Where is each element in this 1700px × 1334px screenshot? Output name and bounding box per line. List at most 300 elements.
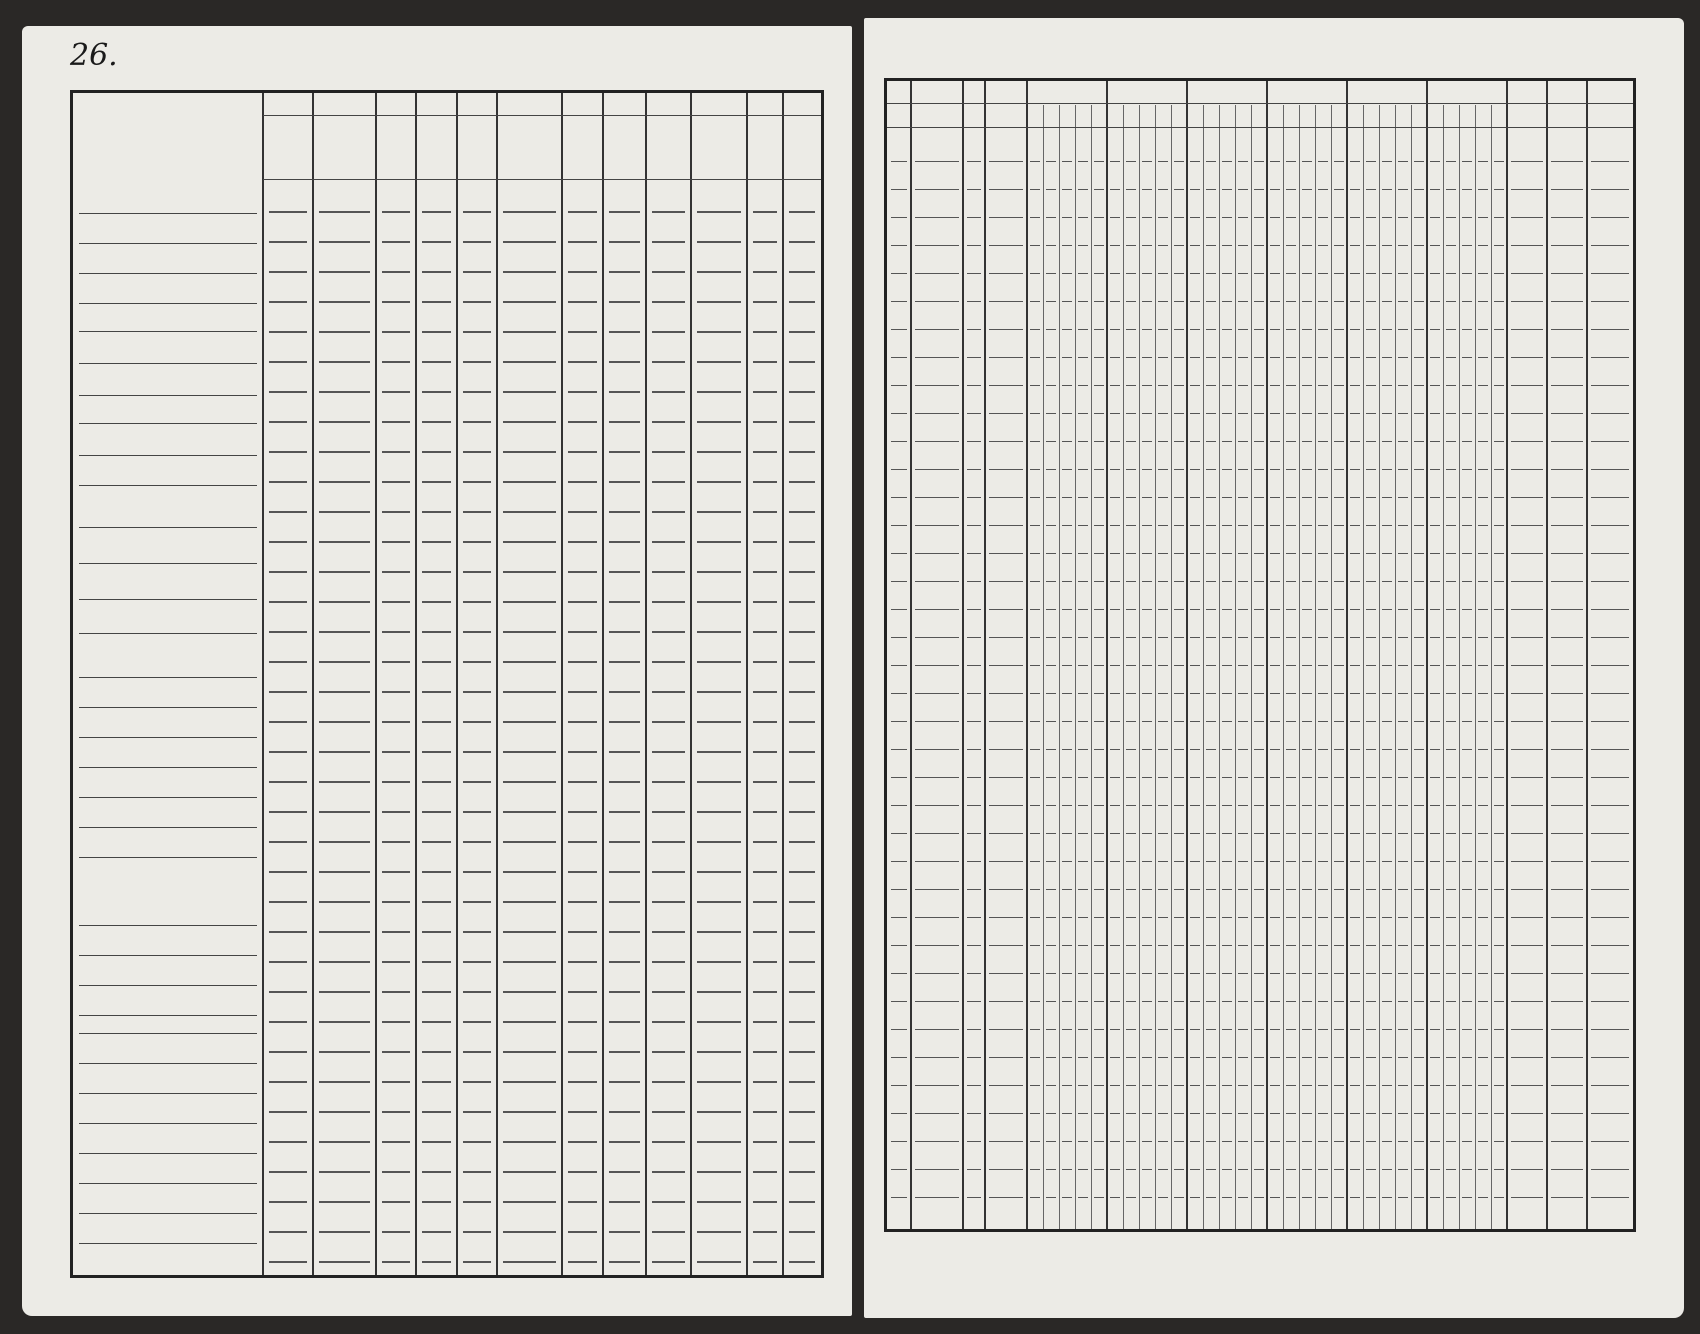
cell-dash: [1302, 805, 1312, 806]
cell-dash: [891, 273, 907, 274]
cell-dash: [915, 1197, 959, 1198]
cell-dash: [1238, 749, 1248, 750]
cell-dash: [1334, 1001, 1344, 1002]
cell-dash: [1062, 525, 1072, 526]
cell-dash: [1334, 805, 1344, 806]
cell-dash: [1142, 805, 1152, 806]
cell-dash: [1078, 441, 1088, 442]
cell-dash: [609, 1231, 640, 1233]
cell-dash: [967, 497, 981, 498]
cell-dash: [1270, 1169, 1280, 1170]
cell-dash: [1446, 385, 1456, 386]
cell-dash: [753, 841, 777, 843]
cell-dash: [697, 1051, 741, 1053]
cell-dash: [1591, 609, 1629, 610]
cell-dash: [989, 497, 1023, 498]
cell-dash: [1078, 1001, 1088, 1002]
cell-dash: [1270, 805, 1280, 806]
cell-dash: [697, 1171, 741, 1173]
cell-dash: [422, 481, 451, 483]
cell-dash: [915, 693, 959, 694]
cell-dash: [1302, 749, 1312, 750]
cell-dash: [269, 631, 307, 633]
cell-dash: [1430, 525, 1440, 526]
cell-dash: [1511, 357, 1543, 358]
cell-dash: [1430, 1085, 1440, 1086]
cell-dash: [1382, 441, 1392, 442]
cell-dash: [1511, 553, 1543, 554]
cell-dash: [789, 961, 815, 963]
cell-dash: [609, 481, 640, 483]
cell-dash: [1302, 217, 1312, 218]
cell-dash: [789, 481, 815, 483]
cell-dash: [652, 361, 685, 363]
cell-dash: [1414, 721, 1424, 722]
cell-dash: [1551, 413, 1583, 414]
cell-dash: [789, 391, 815, 393]
cell-dash: [319, 601, 370, 603]
cell-dash: [568, 211, 597, 213]
cell-dash: [697, 1081, 741, 1083]
cell-dash: [382, 751, 410, 753]
cell-dash: [1430, 497, 1440, 498]
cell-dash: [1478, 693, 1488, 694]
cell-dash: [1238, 161, 1248, 162]
cell-dash: [1030, 889, 1040, 890]
cell-dash: [382, 1201, 410, 1203]
cell-dash: [1190, 721, 1200, 722]
cell-dash: [967, 693, 981, 694]
cell-dash: [753, 361, 777, 363]
cell-dash: [1078, 861, 1088, 862]
year-subcolumn: [1379, 105, 1380, 1229]
cell-dash: [609, 451, 640, 453]
cell-dash: [1446, 273, 1456, 274]
cell-dash: [1334, 777, 1344, 778]
cell-dash: [1190, 1113, 1200, 1114]
cell-dash: [1591, 189, 1629, 190]
cell-dash: [891, 777, 907, 778]
cell-dash: [1126, 553, 1136, 554]
cell-dash: [568, 301, 597, 303]
cell-dash: [891, 833, 907, 834]
cell-dash: [1110, 217, 1120, 218]
cell-dash: [1591, 833, 1629, 834]
cell-dash: [1158, 917, 1168, 918]
cell-dash: [891, 469, 907, 470]
cell-dash: [1462, 1057, 1472, 1058]
cell-dash: [652, 1201, 685, 1203]
cell-dash: [697, 331, 741, 333]
cell-dash: [1430, 1113, 1440, 1114]
cell-dash: [1446, 1197, 1456, 1198]
cell-dash: [1174, 777, 1184, 778]
cell-dash: [1110, 581, 1120, 582]
cell-dash: [319, 1081, 370, 1083]
cell-dash: [1334, 273, 1344, 274]
cell-dash: [989, 189, 1023, 190]
entry-underline: [79, 213, 257, 214]
cell-dash: [269, 391, 307, 393]
cell-dash: [1270, 273, 1280, 274]
cell-dash: [1094, 553, 1104, 554]
cell-dash: [1350, 161, 1360, 162]
cell-dash: [1206, 1113, 1216, 1114]
cell-dash: [1206, 945, 1216, 946]
cell-dash: [1494, 525, 1504, 526]
cell-dash: [1446, 721, 1456, 722]
cell-dash: [1334, 217, 1344, 218]
cell-dash: [1046, 917, 1056, 918]
cell-dash: [967, 721, 981, 722]
cell-dash: [1126, 329, 1136, 330]
cell-dash: [1494, 693, 1504, 694]
cell-dash: [891, 1029, 907, 1030]
cell-dash: [609, 601, 640, 603]
cell-dash: [463, 361, 491, 363]
cell-dash: [1382, 861, 1392, 862]
cell-dash: [1551, 665, 1583, 666]
cell-dash: [1366, 553, 1376, 554]
cell-dash: [1270, 413, 1280, 414]
cell-dash: [1478, 329, 1488, 330]
cell-dash: [967, 301, 981, 302]
cell-dash: [1142, 413, 1152, 414]
cell-dash: [463, 871, 491, 873]
cell-dash: [1270, 301, 1280, 302]
cell-dash: [1142, 385, 1152, 386]
cell-dash: [1366, 301, 1376, 302]
cell-dash: [1254, 693, 1264, 694]
cell-dash: [1158, 609, 1168, 610]
cell-dash: [609, 811, 640, 813]
cell-dash: [1318, 637, 1328, 638]
cell-dash: [915, 1029, 959, 1030]
cell-dash: [1398, 385, 1408, 386]
cell-dash: [1174, 217, 1184, 218]
cell-dash: [789, 691, 815, 693]
cell-dash: [1430, 1141, 1440, 1142]
cell-dash: [1254, 861, 1264, 862]
cell-dash: [1446, 1029, 1456, 1030]
cell-dash: [1062, 637, 1072, 638]
cell-dash: [1366, 665, 1376, 666]
cell-dash: [1318, 1169, 1328, 1170]
cell-dash: [1270, 665, 1280, 666]
cell-dash: [1334, 301, 1344, 302]
cell-dash: [1062, 329, 1072, 330]
cell-dash: [915, 581, 959, 582]
cell-dash: [1494, 581, 1504, 582]
cell-dash: [503, 1141, 556, 1143]
cell-dash: [1030, 1141, 1040, 1142]
cell-dash: [1334, 917, 1344, 918]
cell-dash: [1551, 1029, 1583, 1030]
cell-dash: [1190, 301, 1200, 302]
cell-dash: [989, 1197, 1023, 1198]
cell-dash: [269, 1051, 307, 1053]
cell-dash: [1350, 889, 1360, 890]
cell-dash: [319, 1261, 370, 1263]
cell-dash: [568, 1021, 597, 1023]
cell-dash: [1414, 553, 1424, 554]
cell-dash: [1591, 861, 1629, 862]
blank-rule: [79, 1153, 257, 1154]
cell-dash: [1110, 833, 1120, 834]
cell-dash: [1158, 1085, 1168, 1086]
cell-dash: [1551, 973, 1583, 974]
entry-underline: [79, 455, 257, 456]
cell-dash: [1318, 973, 1328, 974]
cell-dash: [1222, 1197, 1232, 1198]
cell-dash: [1158, 553, 1168, 554]
cell-dash: [753, 1141, 777, 1143]
cell-dash: [1046, 889, 1056, 890]
cell-dash: [1318, 301, 1328, 302]
cell-dash: [1046, 665, 1056, 666]
cell-dash: [652, 961, 685, 963]
cell-dash: [989, 693, 1023, 694]
cell-dash: [1222, 245, 1232, 246]
cell-dash: [753, 211, 777, 213]
cell-dash: [1302, 1001, 1312, 1002]
cell-dash: [652, 571, 685, 573]
cell-dash: [1414, 301, 1424, 302]
cell-dash: [1046, 217, 1056, 218]
cell-dash: [753, 331, 777, 333]
cell-dash: [1334, 497, 1344, 498]
cell-dash: [1238, 973, 1248, 974]
cell-dash: [1206, 833, 1216, 834]
cell-dash: [1094, 357, 1104, 358]
cell-dash: [568, 691, 597, 693]
cell-dash: [1222, 189, 1232, 190]
cell-dash: [1206, 329, 1216, 330]
cell-dash: [1062, 441, 1072, 442]
cell-dash: [1478, 301, 1488, 302]
cell-dash: [1366, 917, 1376, 918]
cell-dash: [1511, 609, 1543, 610]
cell-dash: [319, 751, 370, 753]
cell-dash: [891, 245, 907, 246]
cell-dash: [1382, 301, 1392, 302]
cell-dash: [1142, 441, 1152, 442]
cell-dash: [1302, 609, 1312, 610]
cell-dash: [1270, 161, 1280, 162]
cell-dash: [1591, 301, 1629, 302]
cell-dash: [382, 1021, 410, 1023]
cell-dash: [609, 961, 640, 963]
cell-dash: [1494, 1057, 1504, 1058]
column-divider: [1026, 81, 1028, 1229]
cell-dash: [1430, 1001, 1440, 1002]
cell-dash: [1430, 357, 1440, 358]
cell-dash: [989, 777, 1023, 778]
cell-dash: [1302, 1085, 1312, 1086]
cell-dash: [789, 1261, 815, 1263]
cell-dash: [1206, 861, 1216, 862]
cell-dash: [1478, 1169, 1488, 1170]
cell-dash: [789, 841, 815, 843]
cell-dash: [1430, 749, 1440, 750]
cell-dash: [915, 385, 959, 386]
cell-dash: [463, 991, 491, 993]
cell-dash: [652, 541, 685, 543]
cell-dash: [1142, 945, 1152, 946]
cell-dash: [1478, 525, 1488, 526]
cell-dash: [463, 811, 491, 813]
cell-dash: [609, 691, 640, 693]
cell-dash: [1190, 973, 1200, 974]
entry-underline: [79, 1015, 257, 1016]
cell-dash: [1030, 721, 1040, 722]
cell-dash: [1551, 637, 1583, 638]
cell-dash: [1350, 1085, 1360, 1086]
cell-dash: [1078, 665, 1088, 666]
cell-dash: [463, 691, 491, 693]
cell-dash: [1551, 833, 1583, 834]
cell-dash: [1142, 1113, 1152, 1114]
cell-dash: [697, 1021, 741, 1023]
cell-dash: [503, 271, 556, 273]
cell-dash: [989, 357, 1023, 358]
cell-dash: [1158, 861, 1168, 862]
cell-dash: [697, 1141, 741, 1143]
cell-dash: [269, 1111, 307, 1113]
cell-dash: [609, 901, 640, 903]
year-subcolumn: [1331, 105, 1332, 1229]
cell-dash: [422, 1021, 451, 1023]
cell-dash: [1094, 917, 1104, 918]
cell-dash: [652, 1141, 685, 1143]
cell-dash: [1494, 1169, 1504, 1170]
cell-dash: [1238, 553, 1248, 554]
cell-dash: [422, 811, 451, 813]
cell-dash: [382, 211, 410, 213]
column-divider: [602, 93, 604, 1275]
cell-dash: [1382, 497, 1392, 498]
cell-dash: [789, 1231, 815, 1233]
cell-dash: [1511, 245, 1543, 246]
cell-dash: [568, 1081, 597, 1083]
cell-dash: [568, 961, 597, 963]
cell-dash: [1398, 1001, 1408, 1002]
cell-dash: [319, 871, 370, 873]
cell-dash: [1142, 861, 1152, 862]
cell-dash: [1414, 945, 1424, 946]
cell-dash: [1190, 217, 1200, 218]
cell-dash: [1334, 413, 1344, 414]
cell-dash: [1286, 861, 1296, 862]
cell-dash: [422, 331, 451, 333]
cell-dash: [697, 1261, 741, 1263]
cell-dash: [1174, 637, 1184, 638]
cell-dash: [269, 541, 307, 543]
cell-dash: [1430, 833, 1440, 834]
cell-dash: [1318, 413, 1328, 414]
cell-dash: [269, 931, 307, 933]
cell-dash: [1206, 385, 1216, 386]
cell-dash: [269, 1141, 307, 1143]
header-bottom-rule: [263, 179, 821, 180]
cell-dash: [1398, 1141, 1408, 1142]
cell-dash: [1462, 273, 1472, 274]
cell-dash: [1222, 973, 1232, 974]
cell-dash: [1318, 385, 1328, 386]
cell-dash: [1270, 973, 1280, 974]
cell-dash: [1478, 217, 1488, 218]
cell-dash: [1366, 329, 1376, 330]
column-divider: [456, 93, 458, 1275]
cell-dash: [609, 871, 640, 873]
cell-dash: [1126, 497, 1136, 498]
cell-dash: [1142, 1197, 1152, 1198]
cell-dash: [1382, 665, 1392, 666]
cell-dash: [463, 1051, 491, 1053]
cell-dash: [1591, 273, 1629, 274]
cell-dash: [1174, 1197, 1184, 1198]
blank-rule: [79, 737, 257, 738]
entry-underline: [79, 485, 257, 486]
cell-dash: [1046, 469, 1056, 470]
header-bottom-rule: [887, 127, 1633, 128]
cell-dash: [1062, 861, 1072, 862]
cell-dash: [269, 661, 307, 663]
cell-dash: [1462, 749, 1472, 750]
cell-dash: [1318, 665, 1328, 666]
cell-dash: [1302, 441, 1312, 442]
cell-dash: [1551, 917, 1583, 918]
cell-dash: [1238, 273, 1248, 274]
cell-dash: [967, 1113, 981, 1114]
cell-dash: [1046, 973, 1056, 974]
cell-dash: [1462, 189, 1472, 190]
cell-dash: [1110, 189, 1120, 190]
cell-dash: [1254, 497, 1264, 498]
cell-dash: [652, 991, 685, 993]
cell-dash: [1046, 1029, 1056, 1030]
cell-dash: [319, 451, 370, 453]
cell-dash: [1286, 917, 1296, 918]
cell-dash: [1398, 805, 1408, 806]
cell-dash: [1158, 721, 1168, 722]
entry-underline: [79, 527, 257, 528]
cell-dash: [1062, 301, 1072, 302]
cell-dash: [1254, 1085, 1264, 1086]
cell-dash: [503, 841, 556, 843]
cell-dash: [503, 871, 556, 873]
cell-dash: [1158, 1029, 1168, 1030]
cell-dash: [1366, 497, 1376, 498]
year-subcolumn: [1043, 105, 1044, 1229]
cell-dash: [1238, 189, 1248, 190]
cell-dash: [891, 805, 907, 806]
cell-dash: [1551, 581, 1583, 582]
cell-dash: [1206, 637, 1216, 638]
cell-dash: [652, 841, 685, 843]
cell-dash: [1446, 469, 1456, 470]
cell-dash: [1270, 525, 1280, 526]
cell-dash: [1446, 301, 1456, 302]
cell-dash: [1318, 749, 1328, 750]
cell-dash: [1462, 833, 1472, 834]
cell-dash: [1110, 1029, 1120, 1030]
cell-dash: [1591, 497, 1629, 498]
cell-dash: [568, 601, 597, 603]
cell-dash: [1254, 329, 1264, 330]
cell-dash: [1334, 1057, 1344, 1058]
cell-dash: [1110, 861, 1120, 862]
